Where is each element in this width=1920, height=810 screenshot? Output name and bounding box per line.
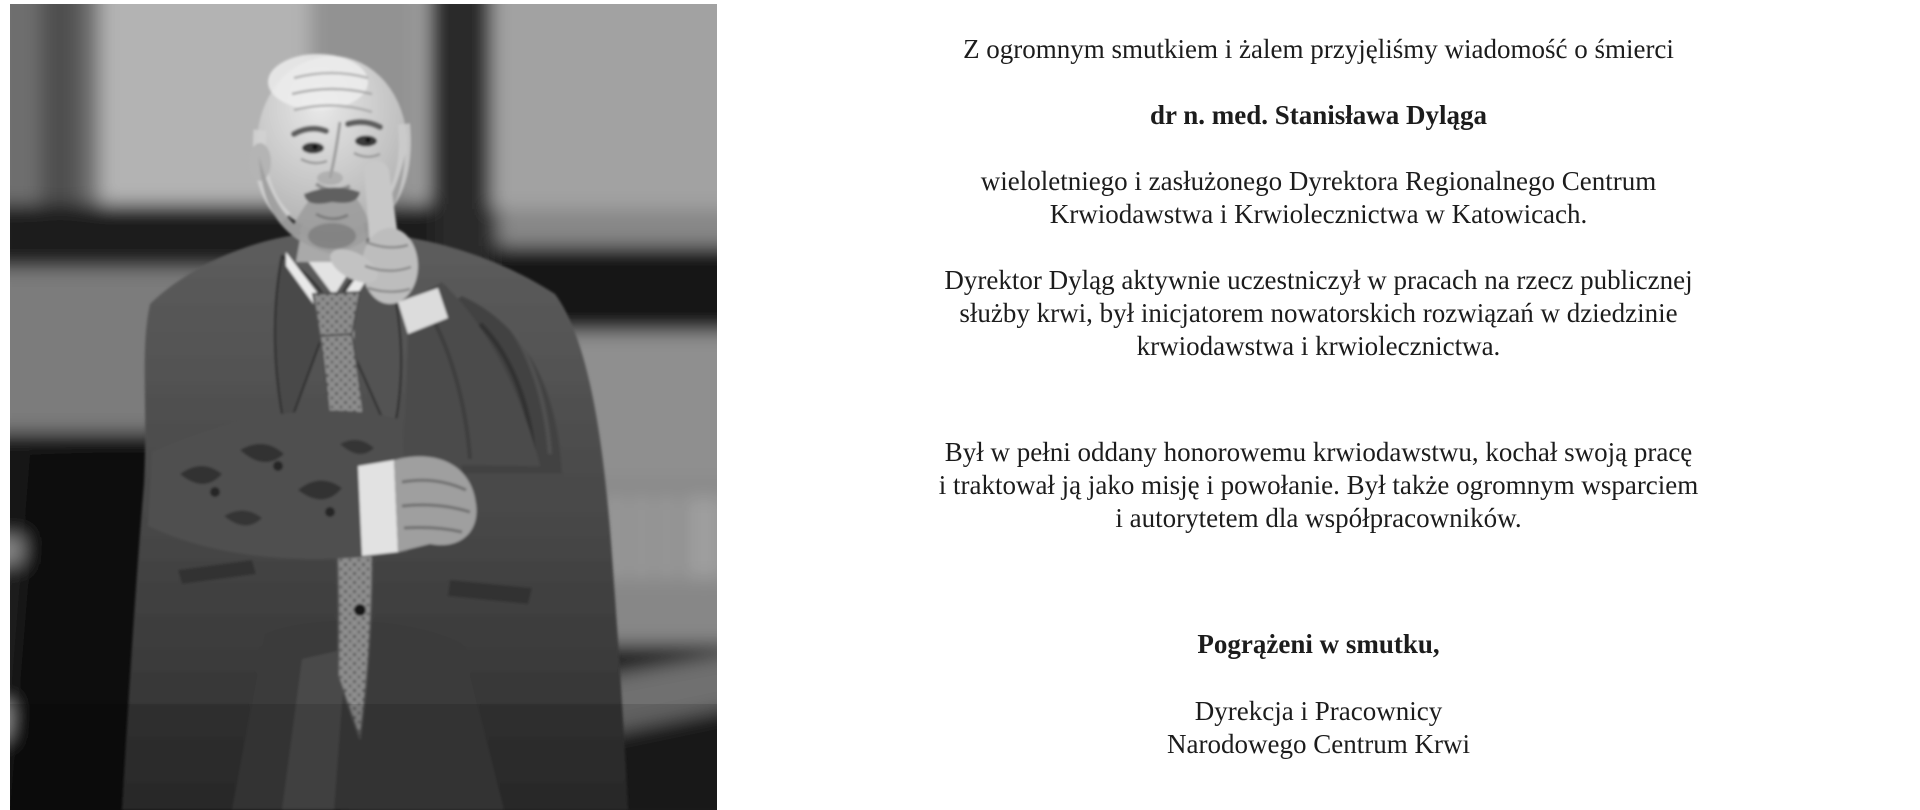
role-line-2: Krwiodawstwa i Krwiolecznictwa w Katowicach. bbox=[1049, 199, 1588, 229]
signature-paragraph bbox=[717, 695, 1920, 761]
signature-line-2: Narodowego Centrum Krwi bbox=[1167, 729, 1470, 759]
portrait-photo-illustration bbox=[10, 4, 717, 810]
portrait-photo bbox=[10, 4, 717, 810]
deceased-name-text: dr n. med. Stanisława Dyląga bbox=[1149, 100, 1488, 130]
closing-line bbox=[717, 628, 1920, 661]
intro-text: Z ogromnym smutkiem i żalem przyjęliśmy wiadomość o śmierci bbox=[963, 34, 1674, 64]
closing-text: Pogrążeni w smutku, bbox=[1197, 629, 1440, 659]
role-paragraph bbox=[717, 165, 1920, 231]
deceased-name bbox=[717, 99, 1920, 132]
intro-line bbox=[717, 33, 1920, 66]
devotion-line-2: i traktował ją jako misję i powołanie. Był także ogromnym wsparciem bbox=[938, 470, 1699, 500]
signature-line-1: Dyrekcja i Pracownicy bbox=[1194, 696, 1443, 726]
work-line-3: krwiodawstwa i krwiolecznictwa. bbox=[1136, 331, 1501, 361]
devotion-line-1: Był w pełni oddany honorowemu krwiodawstwu, kochał swoją pracę bbox=[944, 437, 1693, 467]
devotion-paragraph bbox=[717, 436, 1920, 535]
role-line-1: wieloletniego i zasłużonego Dyrektora Regionalnego Centrum bbox=[980, 166, 1657, 196]
work-paragraph bbox=[717, 264, 1920, 363]
work-line-2: służby krwi, był inicjatorem nowatorskich rozwiązań w dziedzinie bbox=[959, 298, 1678, 328]
memorial-text-panel bbox=[717, 0, 1920, 810]
devotion-line-3: i autorytetem dla współpracowników. bbox=[1115, 503, 1522, 533]
work-line-1: Dyrektor Dyląg aktywnie uczestniczył w pracach na rzecz publicznej bbox=[944, 265, 1693, 295]
